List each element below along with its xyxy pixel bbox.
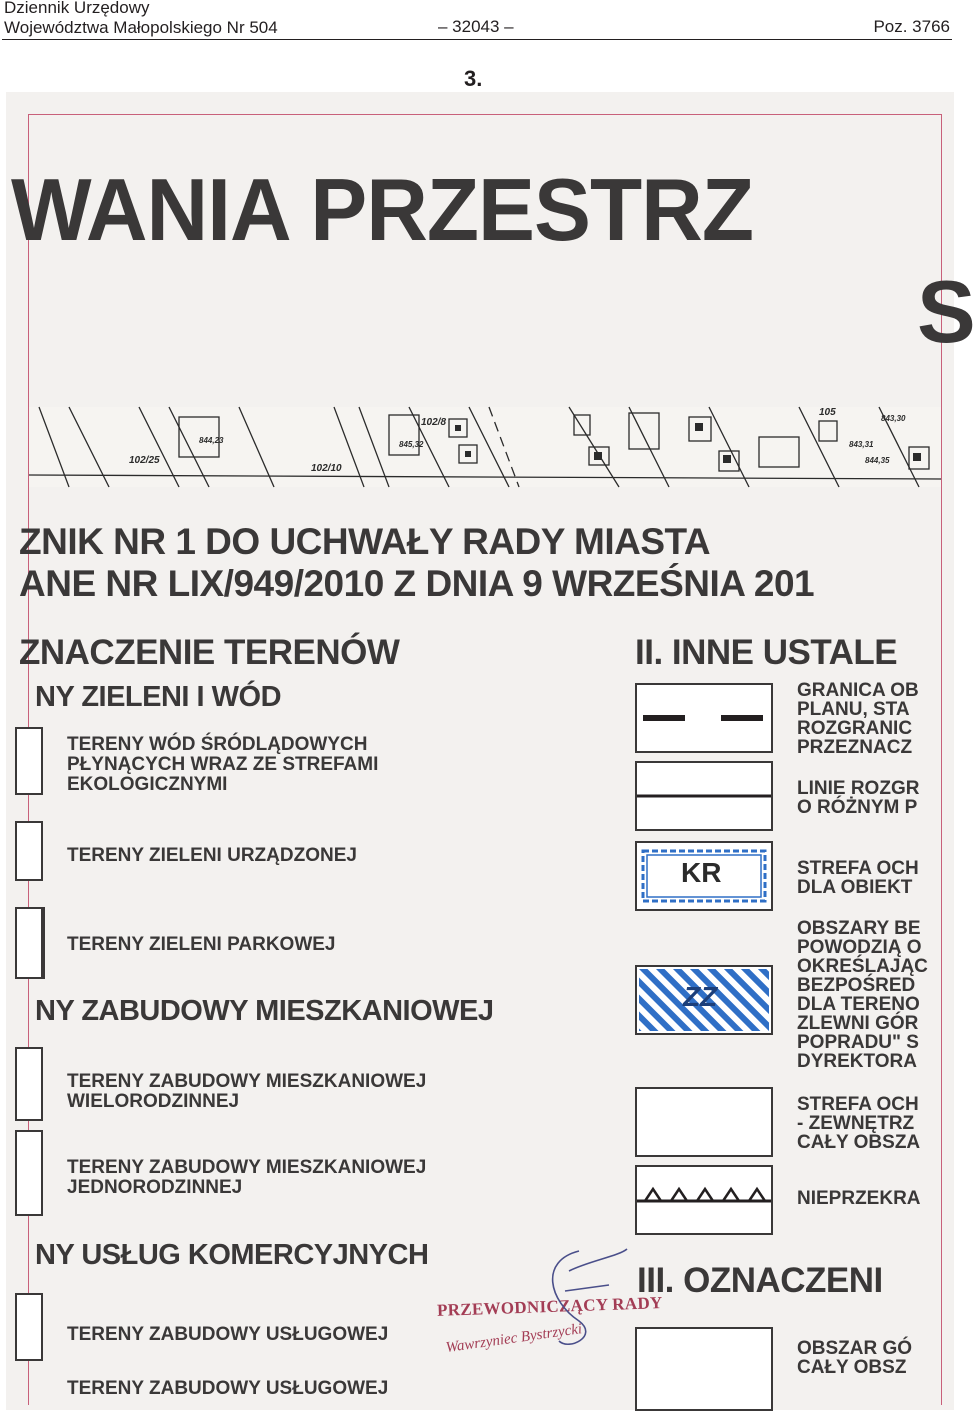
map-fragment — [29, 407, 941, 487]
page-header — [0, 0, 960, 42]
legend-item: OBSZAR GÓ CAŁY OBSZ — [797, 1338, 913, 1378]
section-heading: NY ZIELENI I WÓD — [35, 681, 282, 713]
map-title: WANIA PRZESTRZ — [11, 160, 753, 259]
legend-item: TERENY ZABUDOWY USŁUGOWEJ — [67, 1378, 389, 1399]
legend-item: STREFA OCH DLA OBIEKT — [797, 858, 919, 898]
journal-line-2: Województwa Małopolskiego Nr 504 — [4, 18, 278, 37]
attachment-number: 3. — [464, 66, 483, 91]
legend-swatch — [15, 1047, 43, 1121]
legend-swatch — [15, 727, 43, 795]
parcel-label: 102/25 — [129, 455, 160, 466]
parcel-label: 844,23 — [199, 436, 224, 445]
parcel-label: 102/10 — [311, 463, 342, 474]
annex-line-2: ANE NR LIX/949/2010 Z DNIA 9 WRZEŚNIA 201 — [19, 563, 815, 604]
legend-item: GRANICA OB PLANU, STA ROZGRANIC PRZEZNACZ — [797, 680, 919, 758]
legend-item: LINIE ROZGR O RÓŻNYM P — [797, 778, 920, 818]
parcel-label: 102/8 — [421, 417, 447, 428]
legend-box-zz — [635, 965, 773, 1035]
legend-item: TERENY WÓD ŚRÓDLĄDOWYCH PŁYNĄCYCH WRAZ ZE STREFAMI EKOLOGICZNYMI — [67, 734, 379, 795]
parcel-label: 843,30 — [881, 414, 906, 423]
legend-item: TERENY ZIELENI URZĄDZONEJ — [67, 845, 357, 866]
legend-swatch — [15, 821, 43, 881]
legend-box-empty — [635, 1087, 773, 1157]
legend-right-title: II. INNE USTALE — [635, 633, 898, 672]
legend-left-title: ZNACZENIE TERENÓW — [19, 633, 400, 672]
legend-box-solid-line — [635, 761, 773, 831]
parcel-label: 105 — [819, 407, 836, 418]
journal-title — [4, 0, 278, 38]
legend-box-dashed-line — [635, 683, 773, 753]
legend-swatch — [15, 1130, 43, 1216]
parcel-label: 844,35 — [865, 456, 890, 465]
page-number: – 32043 – — [438, 17, 514, 36]
map-drawing — [29, 407, 941, 487]
map-frame — [11, 114, 975, 1405]
legend-item: TERENY ZABUDOWY MIESZKANIOWEJ WIELORODZINNEJ — [67, 1071, 427, 1112]
legend-item: NIEPRZEKRA — [797, 1188, 921, 1209]
legend-swatch — [15, 907, 45, 979]
legend-box-triangles — [635, 1165, 773, 1235]
triangle-line-icon — [637, 1167, 771, 1233]
header-rule — [2, 39, 952, 40]
legend-item: STREFA OCH - ZEWNĘTRZ CAŁY OBSZA — [797, 1094, 921, 1153]
stamp-title: PRZEWODNICZĄCY RADY — [436, 1293, 663, 1320]
stamp-name: Wawrzyniec Bystrzycki — [444, 1321, 584, 1357]
legend-item: TERENY ZIELENI PARKOWEJ — [67, 934, 336, 955]
kr-label: KR — [681, 857, 722, 888]
legend-item: TERENY ZABUDOWY USŁUGOWEJ — [67, 1324, 389, 1345]
dashed-line-icon — [637, 685, 771, 751]
scanned-map — [6, 92, 975, 1410]
signature — [509, 1241, 629, 1361]
map-title-cont: S — [917, 262, 975, 361]
legend-item: TERENY ZABUDOWY MIESZKANIOWEJ JEDNORODZINNEJ — [67, 1157, 427, 1198]
zz-label: ZZ — [683, 981, 718, 1012]
annex-line-1: ZNIK NR 1 DO UCHWAŁY RADY MIASTA — [19, 521, 711, 562]
parcel-label: 845,32 — [399, 440, 424, 449]
solid-line-icon — [637, 763, 771, 829]
legend-swatch — [15, 1293, 43, 1361]
legend-box-kr — [635, 841, 773, 911]
journal-line-1: Dziennik Urzędowy — [4, 0, 150, 17]
legend-item: OBSZARY BE POWODZIĄ O OKREŚLAJĄC BEZPOŚRED DLA TERENO ZLEWNI GÓR POPRADU" S DYREKTORA — [797, 918, 928, 1072]
position-number: Poz. 3766 — [873, 17, 950, 36]
section-heading: NY USŁUG KOMERCYJNYCH — [35, 1239, 429, 1271]
parcel-label: 843,31 — [849, 440, 874, 449]
legend-third-title: III. OZNACZENI — [637, 1261, 883, 1300]
section-heading: NY ZABUDOWY MIESZKANIOWEJ — [35, 995, 494, 1027]
